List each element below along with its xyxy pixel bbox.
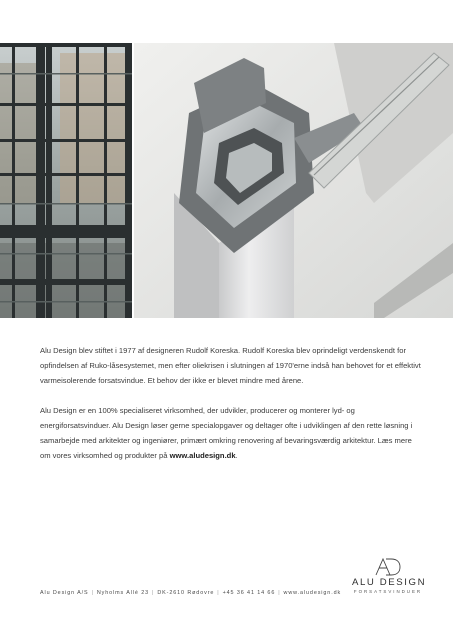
footer-phone[interactable]: +45 36 41 14 66 bbox=[222, 590, 276, 596]
photo-strip bbox=[0, 43, 453, 318]
footer-separator: | bbox=[152, 590, 155, 596]
paragraph-company-tail: . bbox=[235, 451, 238, 460]
footer-separator: | bbox=[91, 590, 94, 596]
logo-name: ALU DESIGN bbox=[352, 577, 427, 588]
website-link[interactable]: www.aludesign.dk bbox=[169, 451, 236, 460]
footer-contact bbox=[40, 590, 422, 596]
footer-separator: | bbox=[278, 590, 281, 596]
footer-web[interactable]: www.aludesign.dk bbox=[283, 590, 342, 596]
aluminium-profile-closeup-photo bbox=[134, 43, 453, 318]
footer-separator: | bbox=[217, 590, 220, 596]
paragraph-company-text: Alu Design er en 100% specialiseret virksomhed, der udvikler, producerer og monterer lyd- og energiforsatsvinduer. Alu Design løser gerne specialopgaver og deltager ofte i udviklingen af den rette løsning i samarbejde med arkitekter og ingeniører, primært omkring renovering af bevaringsværdig arkitektur. Læs mere om vores virksomhed og produkter på bbox=[40, 406, 413, 460]
footer-street: Nyholms Allé 23 bbox=[96, 590, 150, 596]
footer-city: DK-2610 Rødovre bbox=[157, 590, 215, 596]
ad-logo-mark-icon bbox=[374, 558, 402, 576]
alu-design-logo bbox=[352, 558, 427, 594]
window-facade-photo bbox=[0, 43, 132, 318]
paragraph-company bbox=[40, 403, 422, 463]
paragraph-history: Alu Design blev stiftet i 1977 af designeren Rudolf Koreska. Rudolf Koreska blev oprindeligt verdenskendt for opfindelsen af Ruko-låsesystemet, men efter oliekrisen i slutningen af 1970'erne indså han behovet for et effektivt varmeisolerende forsatsvindue. Et behov der ikke er blevet mindre med årene. bbox=[40, 346, 421, 385]
logo-tagline: FORSATSVINDUER bbox=[353, 589, 423, 594]
footer-company: Alu Design A/S bbox=[40, 590, 89, 596]
intro-text bbox=[40, 343, 422, 478]
